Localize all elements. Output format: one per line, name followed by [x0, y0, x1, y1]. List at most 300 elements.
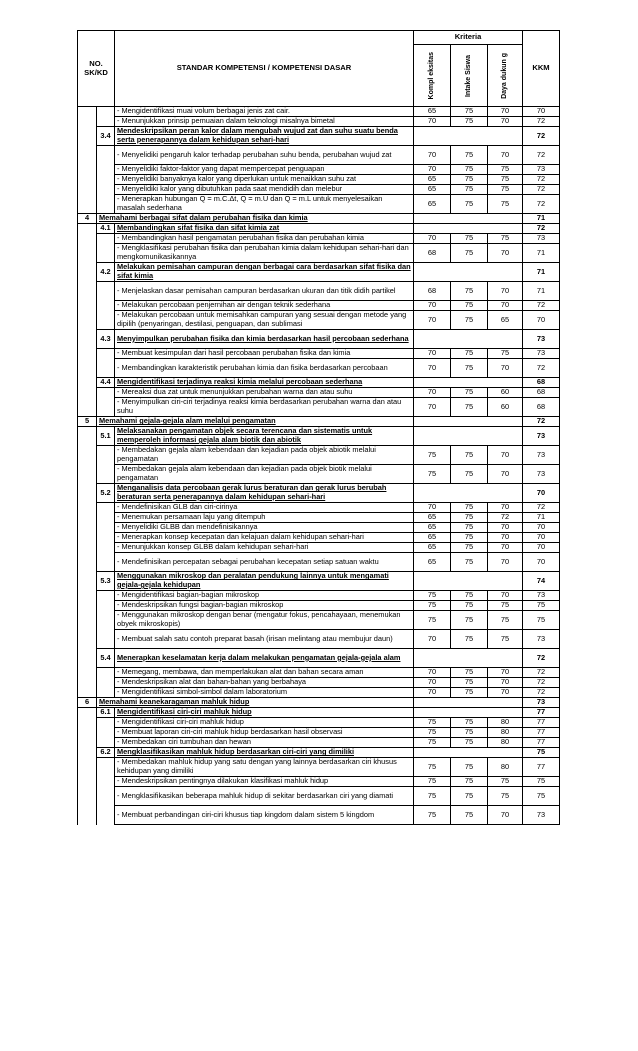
no-cell [78, 543, 97, 553]
indikator-row [78, 777, 560, 787]
kompleksitas-value: 75 [414, 758, 451, 777]
indikator-row [78, 398, 560, 417]
kompetensi-dasar-text: Menggunakan mikroskop dan peralatan pendukung lainnya untuk mengamati gejala-gejala kehidupan [115, 572, 414, 591]
intake-siswa-value: 75 [451, 533, 488, 543]
daya-dukung-value: 80 [488, 758, 523, 777]
kriteria-empty [414, 263, 523, 282]
no-cell [78, 378, 97, 388]
daya-dukung-value: 75 [488, 349, 523, 359]
kriteria-empty [414, 330, 523, 349]
daya-dukung-value: 75 [488, 630, 523, 649]
kompleksitas-value: 65 [414, 523, 451, 533]
kriteria-empty [414, 572, 523, 591]
no-cell [78, 533, 97, 543]
kkm-value: 77 [523, 718, 560, 728]
indikator-text: - Menemukan persamaan laju yang ditempuh [115, 513, 414, 523]
kompleksitas-value: 75 [414, 601, 451, 611]
kkm-value: 68 [523, 378, 560, 388]
kd-no-cell [97, 718, 115, 728]
kkm-value: 73 [523, 234, 560, 244]
kompetensi-dasar-row [78, 649, 560, 668]
daya-dukung-value: 70 [488, 503, 523, 513]
kkm-value: 75 [523, 748, 560, 758]
no-cell [78, 311, 97, 330]
indikator-text: - Menunjukkan konsep GLBB dalam kehidupan sehari-hari [115, 543, 414, 553]
no-cell [78, 503, 97, 513]
no-cell [78, 777, 97, 787]
kompleksitas-value: 75 [414, 738, 451, 748]
kompetensi-dasar-row [78, 708, 560, 718]
kd-no-cell [97, 349, 115, 359]
kkm-value: 70 [523, 553, 560, 572]
kompleksitas-value: 70 [414, 503, 451, 513]
kompleksitas-value: 70 [414, 678, 451, 688]
kkm-value: 70 [523, 311, 560, 330]
no-cell [78, 601, 97, 611]
kd-no-cell [97, 311, 115, 330]
kompleksitas-value: 75 [414, 806, 451, 825]
no-cell [78, 234, 97, 244]
kkm-value: 72 [523, 668, 560, 678]
kompleksitas-value: 65 [414, 533, 451, 543]
no-cell [78, 465, 97, 484]
daya-dukung-value: 75 [488, 234, 523, 244]
indikator-row [78, 728, 560, 738]
kkm-value: 73 [523, 165, 560, 175]
indikator-text: - Mengklasifikasikan beberapa mahluk hidup di sekitar berdasarkan ciri yang diamati [115, 787, 414, 806]
kompetensi-dasar-text: Mengidentifikasi ciri-ciri mahluk hidup [115, 708, 414, 718]
indikator-row [78, 503, 560, 513]
no-cell [78, 349, 97, 359]
indikator-row [78, 117, 560, 127]
header-daya-dukung: Daya dukun g [488, 45, 523, 107]
kd-number: 5.3 [97, 572, 115, 591]
daya-dukung-value: 70 [488, 523, 523, 533]
no-cell [78, 668, 97, 678]
kd-no-cell [97, 398, 115, 417]
kkm-value: 72 [523, 417, 560, 427]
kkm-value: 68 [523, 388, 560, 398]
intake-siswa-value: 75 [451, 165, 488, 175]
kriteria-empty [414, 708, 523, 718]
kd-no-cell [97, 388, 115, 398]
kompleksitas-value: 65 [414, 543, 451, 553]
header-intake-siswa: Intake Siswa [451, 45, 488, 107]
daya-dukung-value: 70 [488, 282, 523, 301]
kriteria-empty [414, 427, 523, 446]
kriteria-empty [414, 649, 523, 668]
indikator-row [78, 718, 560, 728]
indikator-text: - Membedakan ciri tumbuhan dan hewan [115, 738, 414, 748]
kd-no-cell [97, 282, 115, 301]
indikator-text: - Menggunakan mikroskop dengan benar (mengatur fokus, pencahayaan, menemukan obyek mikroskopis) [115, 611, 414, 630]
intake-siswa-value: 75 [451, 146, 488, 165]
kd-no-cell [97, 806, 115, 825]
kriteria-empty [414, 224, 523, 234]
indikator-text: - Menyelidiki banyaknya kalor yang diperlukan untuk menaikkan suhu zat [115, 175, 414, 185]
kompleksitas-value: 65 [414, 107, 451, 117]
daya-dukung-value: 75 [488, 165, 523, 175]
daya-dukung-value: 65 [488, 311, 523, 330]
intake-siswa-value: 75 [451, 185, 488, 195]
kkm-value: 72 [523, 224, 560, 234]
intake-siswa-value: 75 [451, 787, 488, 806]
kd-no-cell [97, 146, 115, 165]
kompleksitas-value: 75 [414, 728, 451, 738]
no-cell [78, 244, 97, 263]
daya-dukung-value: 70 [488, 465, 523, 484]
kkm-value: 72 [523, 688, 560, 698]
kd-no-cell [97, 244, 115, 263]
kriteria-empty [414, 378, 523, 388]
kd-no-cell [97, 195, 115, 214]
standar-kompetensi-text: Memahami keanekaragaman mahluk hidup [97, 698, 414, 708]
indikator-text: - Menjelaskan dasar pemisahan campuran berdasarkan ukuran dan titik didih partikel [115, 282, 414, 301]
indikator-text: - Mendeskripsikan fungsi bagian-bagian mikroskop [115, 601, 414, 611]
indikator-row [78, 359, 560, 378]
kd-no-cell [97, 513, 115, 523]
indikator-row [78, 688, 560, 698]
indikator-text: - Membuat salah satu contoh preparat basah (irisan melintang atau membujur daun) [115, 630, 414, 649]
kd-no-cell [97, 553, 115, 572]
indikator-text: - Menyimpulkan ciri-ciri terjadinya reaksi kimia berdasarkan perubahan warna dan atau suhu [115, 398, 414, 417]
intake-siswa-value: 75 [451, 668, 488, 678]
indikator-row [78, 523, 560, 533]
kompleksitas-value: 70 [414, 117, 451, 127]
header-no-sk-kd: NO. SK/KD [78, 31, 115, 107]
no-cell [78, 127, 97, 146]
no-cell [78, 165, 97, 175]
no-cell [78, 282, 97, 301]
kd-no-cell [97, 359, 115, 378]
kd-no-cell [97, 787, 115, 806]
kd-no-cell [97, 611, 115, 630]
kriteria-empty [414, 748, 523, 758]
kompetensi-dasar-text: Menyimpulkan perubahan fisika dan kimia berdasarkan hasil percobaan sederhana [115, 330, 414, 349]
indikator-text: - Menerapkan konsep kecepatan dan kelajuan dalam kehidupan sehari-hari [115, 533, 414, 543]
daya-dukung-value: 75 [488, 601, 523, 611]
daya-dukung-value: 70 [488, 678, 523, 688]
no-cell [78, 484, 97, 503]
kkm-value: 73 [523, 698, 560, 708]
daya-dukung-value: 70 [488, 107, 523, 117]
indikator-text: - Membandingkan hasil pengamatan perubahan fisika dan perubahan kimia [115, 234, 414, 244]
no-cell [78, 330, 97, 349]
daya-dukung-value: 70 [488, 668, 523, 678]
kd-number: 4.3 [97, 330, 115, 349]
kd-no-cell [97, 601, 115, 611]
kkm-value: 71 [523, 513, 560, 523]
kompetensi-dasar-row [78, 572, 560, 591]
kd-number: 4.2 [97, 263, 115, 282]
kkm-value: 77 [523, 758, 560, 777]
intake-siswa-value: 75 [451, 728, 488, 738]
kkm-value: 72 [523, 678, 560, 688]
kompleksitas-value: 65 [414, 553, 451, 572]
kompleksitas-value: 75 [414, 611, 451, 630]
indikator-row [78, 591, 560, 601]
kkm-value: 75 [523, 611, 560, 630]
header-kriteria: Kriteria [414, 31, 523, 45]
intake-siswa-value: 75 [451, 688, 488, 698]
no-cell [78, 649, 97, 668]
indikator-row [78, 146, 560, 165]
kompleksitas-value: 70 [414, 359, 451, 378]
no-cell [78, 146, 97, 165]
no-cell [78, 553, 97, 572]
indikator-text: - Mendefinisikan percepatan sebagai perubahan kecepatan setiap satuan waktu [115, 553, 414, 572]
kkm-value: 73 [523, 446, 560, 465]
kd-number: 5.1 [97, 427, 115, 446]
no-cell [78, 107, 97, 117]
intake-siswa-value: 75 [451, 175, 488, 185]
kd-number: 6.2 [97, 748, 115, 758]
kd-no-cell [97, 185, 115, 195]
daya-dukung-value: 75 [488, 611, 523, 630]
indikator-row [78, 446, 560, 465]
kkm-value: 70 [523, 484, 560, 503]
indikator-row [78, 244, 560, 263]
sk-number: 4 [78, 214, 97, 224]
daya-dukung-value: 72 [488, 513, 523, 523]
kd-no-cell [97, 758, 115, 777]
no-cell [78, 301, 97, 311]
intake-siswa-value: 75 [451, 553, 488, 572]
intake-siswa-value: 75 [451, 195, 488, 214]
daya-dukung-value: 75 [488, 777, 523, 787]
kompetensi-dasar-text: Menerapkan keselamatan kerja dalam melakukan pengamatan gejala-gejala alam [115, 649, 414, 668]
kkm-value: 73 [523, 349, 560, 359]
daya-dukung-value: 70 [488, 553, 523, 572]
daya-dukung-value: 70 [488, 359, 523, 378]
no-cell [78, 175, 97, 185]
kkm-value: 70 [523, 543, 560, 553]
kd-no-cell [97, 523, 115, 533]
intake-siswa-value: 75 [451, 359, 488, 378]
kompleksitas-value: 65 [414, 195, 451, 214]
daya-dukung-value: 80 [488, 718, 523, 728]
standar-kompetensi-text: Memahami gejala-gejala alam melalui pengamatan [97, 417, 414, 427]
kompetensi-dasar-row [78, 748, 560, 758]
intake-siswa-value: 75 [451, 718, 488, 728]
kompetensi-dasar-row [78, 224, 560, 234]
kkm-value: 77 [523, 728, 560, 738]
kkm-value: 72 [523, 117, 560, 127]
kkm-value: 73 [523, 591, 560, 601]
indikator-row [78, 388, 560, 398]
indikator-text: - Menyelidiki pengaruh kalor terhadap perubahan suhu benda, perubahan wujud zat [115, 146, 414, 165]
intake-siswa-value: 75 [451, 806, 488, 825]
indikator-text: - Melakukan percobaan penjernihan air dengan teknik sederhana [115, 301, 414, 311]
kkm-value: 77 [523, 738, 560, 748]
kompleksitas-value: 70 [414, 668, 451, 678]
daya-dukung-value: 75 [488, 185, 523, 195]
daya-dukung-value: 70 [488, 806, 523, 825]
kd-number: 6.1 [97, 708, 115, 718]
kd-no-cell [97, 543, 115, 553]
kd-no-cell [97, 165, 115, 175]
kd-no-cell [97, 175, 115, 185]
no-cell [78, 523, 97, 533]
intake-siswa-value: 75 [451, 678, 488, 688]
indikator-row [78, 349, 560, 359]
kkm-value: 72 [523, 359, 560, 378]
daya-dukung-value: 80 [488, 728, 523, 738]
kd-no-cell [97, 728, 115, 738]
no-cell [78, 591, 97, 601]
daya-dukung-value: 75 [488, 195, 523, 214]
header-kkm: KKM [523, 31, 560, 107]
kkm-table [77, 30, 560, 825]
standar-kompetensi-row [78, 417, 560, 427]
kompetensi-dasar-text: Membandingkan sifat fisika dan sifat kimia zat [115, 224, 414, 234]
no-cell [78, 195, 97, 214]
kd-no-cell [97, 107, 115, 117]
indikator-text: - Membuat perbandingan ciri-ciri khusus tiap kingdom dalam sistem 5 kingdom [115, 806, 414, 825]
kompleksitas-value: 70 [414, 301, 451, 311]
indikator-row [78, 738, 560, 748]
kkm-value: 75 [523, 787, 560, 806]
kkm-value: 72 [523, 175, 560, 185]
kompleksitas-value: 70 [414, 398, 451, 417]
no-cell [78, 427, 97, 446]
indikator-row [78, 787, 560, 806]
indikator-text: - Mengidentifikasi simbol-simbol dalam laboratorium [115, 688, 414, 698]
kkm-value: 71 [523, 263, 560, 282]
kd-no-cell [97, 533, 115, 543]
indikator-text: - Membedakan gejala alam kebendaan dan kejadian pada objek abiotik melalui pengamatan [115, 446, 414, 465]
kkm-value: 73 [523, 330, 560, 349]
intake-siswa-value: 75 [451, 611, 488, 630]
daya-dukung-value: 70 [488, 533, 523, 543]
kompleksitas-value: 70 [414, 311, 451, 330]
kompleksitas-value: 65 [414, 175, 451, 185]
kd-number: 4.4 [97, 378, 115, 388]
intake-siswa-value: 75 [451, 107, 488, 117]
kd-no-cell [97, 465, 115, 484]
indikator-row [78, 165, 560, 175]
indikator-text: - Menerapkan hubungan Q = m.C.Δt, Q = m.U dan Q = m.L untuk menyelesaikan masalah sederhana [115, 195, 414, 214]
kkm-value: 77 [523, 708, 560, 718]
indikator-text: - Mereaksi dua zat untuk menunjukkan perubahan warna dan atau suhu [115, 388, 414, 398]
intake-siswa-value: 75 [451, 513, 488, 523]
kompleksitas-value: 75 [414, 787, 451, 806]
header-kompleksitas: Kompl eksitas [414, 45, 451, 107]
indikator-row [78, 553, 560, 572]
daya-dukung-value: 70 [488, 301, 523, 311]
daya-dukung-value: 75 [488, 787, 523, 806]
indikator-row [78, 533, 560, 543]
daya-dukung-value: 70 [488, 543, 523, 553]
indikator-row [78, 678, 560, 688]
kd-number: 3.4 [97, 127, 115, 146]
indikator-text: - Membedakan mahluk hidup yang satu dengan yang lainnya berdasarkan ciri khusus kehidupan yang dimiliki [115, 758, 414, 777]
kd-number: 5.2 [97, 484, 115, 503]
standar-kompetensi-row [78, 698, 560, 708]
daya-dukung-value: 70 [488, 446, 523, 465]
kompetensi-dasar-row [78, 378, 560, 388]
no-cell [78, 185, 97, 195]
sk-number: 5 [78, 417, 97, 427]
intake-siswa-value: 75 [451, 234, 488, 244]
kompetensi-dasar-text: Melaksanakan pengamatan objek secara terencana dan sistematis untuk memperoleh informasi gejala alam biotik dan abiotik [115, 427, 414, 446]
kkm-value: 72 [523, 185, 560, 195]
kd-no-cell [97, 301, 115, 311]
daya-dukung-value: 70 [488, 591, 523, 601]
kompleksitas-value: 70 [414, 630, 451, 649]
indikator-text: - Menyelidiki kalor yang dibutuhkan pada saat mendidih dan melebur [115, 185, 414, 195]
kkm-value: 72 [523, 649, 560, 668]
kkm-value: 70 [523, 533, 560, 543]
kd-no-cell [97, 446, 115, 465]
no-cell [78, 117, 97, 127]
indikator-text: - Menyelidiki faktor-faktor yang dapat mempercepat penguapan [115, 165, 414, 175]
indikator-text: - Mendeskripsikan alat dan bahan-bahan yang berbahaya [115, 678, 414, 688]
kompleksitas-value: 68 [414, 244, 451, 263]
kkm-value: 70 [523, 523, 560, 533]
daya-dukung-value: 70 [488, 146, 523, 165]
indikator-row [78, 611, 560, 630]
intake-siswa-value: 75 [451, 388, 488, 398]
kkm-table-body [78, 107, 560, 825]
indikator-text: - Melakukan percobaan untuk memisahkan campuran yang sesuai dengan metode yang dipilih (penyaringan, destilasi, penguapan, dan sublimasi [115, 311, 414, 330]
kompetensi-dasar-text: Mengidentifikasi terjadinya reaksi kimia melalui percobaan sederhana [115, 378, 414, 388]
kompetensi-dasar-row [78, 330, 560, 349]
intake-siswa-value: 75 [451, 349, 488, 359]
kompleksitas-value: 65 [414, 185, 451, 195]
indikator-row [78, 185, 560, 195]
kriteria-empty [414, 214, 523, 224]
kompleksitas-value: 75 [414, 718, 451, 728]
kd-number: 5.4 [97, 649, 115, 668]
intake-siswa-value: 75 [451, 301, 488, 311]
kkm-value: 75 [523, 601, 560, 611]
indikator-text: - Mengidentifikasi ciri-ciri mahluk hidup [115, 718, 414, 728]
kkm-value: 75 [523, 777, 560, 787]
intake-siswa-value: 75 [451, 465, 488, 484]
indikator-text: - Mengidentifikasi muai volum berbagai jenis zat cair. [115, 107, 414, 117]
no-cell [78, 708, 97, 718]
kkm-value: 70 [523, 107, 560, 117]
intake-siswa-value: 75 [451, 117, 488, 127]
indikator-row [78, 195, 560, 214]
kkm-value: 74 [523, 572, 560, 591]
no-cell [78, 738, 97, 748]
kd-no-cell [97, 688, 115, 698]
kompleksitas-value: 75 [414, 777, 451, 787]
intake-siswa-value: 75 [451, 543, 488, 553]
kompleksitas-value: 68 [414, 282, 451, 301]
kkm-value: 72 [523, 503, 560, 513]
kd-no-cell [97, 630, 115, 649]
standar-kompetensi-text: Memahami berbagai sifat dalam perubahan fisika dan kimia [97, 214, 414, 224]
intake-siswa-value: 75 [451, 282, 488, 301]
no-cell [78, 688, 97, 698]
kompleksitas-value: 70 [414, 146, 451, 165]
intake-siswa-value: 75 [451, 591, 488, 601]
intake-siswa-value: 75 [451, 398, 488, 417]
no-cell [78, 787, 97, 806]
indikator-text: - Mengidentifikasi bagian-bagian mikroskop [115, 591, 414, 601]
no-cell [78, 630, 97, 649]
indikator-text: - Menunjukkan prinsip pemuaian dalam teknologi misalnya bimetal [115, 117, 414, 127]
kkm-value: 73 [523, 806, 560, 825]
kkm-value: 71 [523, 282, 560, 301]
kompetensi-dasar-row [78, 263, 560, 282]
kompleksitas-value: 75 [414, 591, 451, 601]
kompetensi-dasar-row [78, 427, 560, 446]
kriteria-empty [414, 484, 523, 503]
